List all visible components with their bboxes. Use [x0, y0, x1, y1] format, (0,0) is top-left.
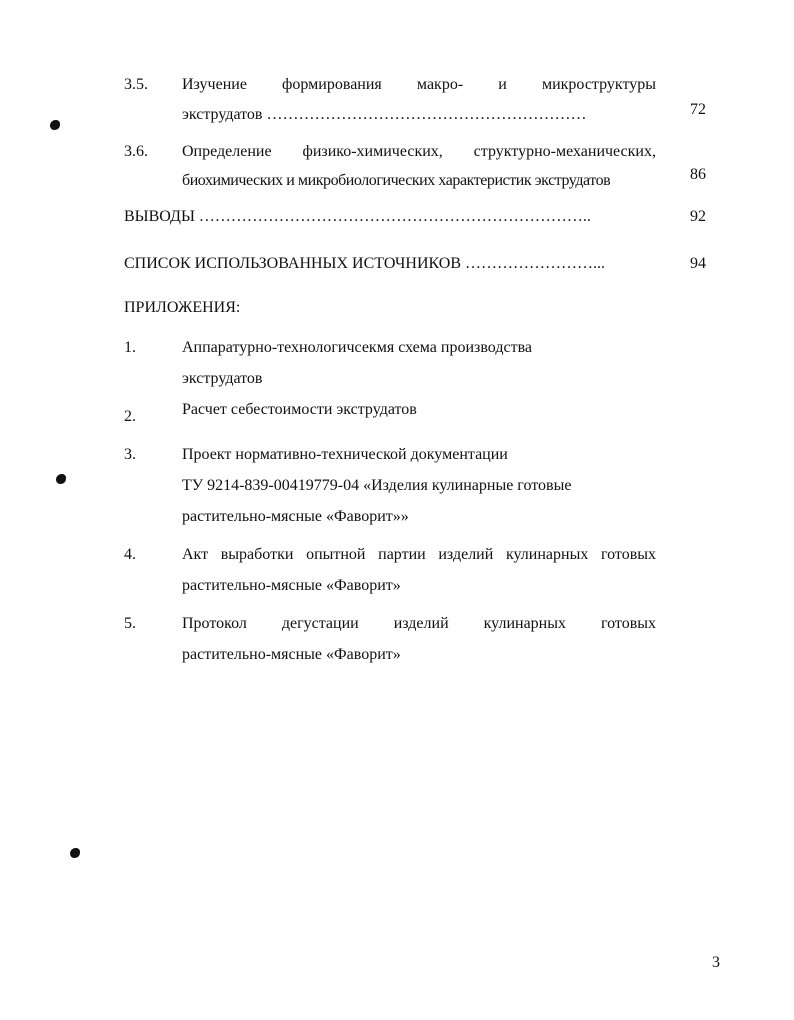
appendix-3-number: 3. — [124, 446, 136, 463]
appendix-5-number: 5. — [124, 615, 136, 632]
appendix-3-line1: Проект нормативно-технической документации — [182, 446, 508, 463]
appendix-1-number: 1. — [124, 339, 136, 356]
toc-item-3-5-number: 3.5. — [124, 76, 148, 93]
appendix-4-line2: растительно-мясные «Фаворит» — [182, 577, 401, 594]
scan-blot-3 — [70, 848, 80, 858]
toc-conclusions-page: 92 — [690, 208, 706, 225]
scan-blot-2 — [56, 474, 66, 484]
toc-item-3-6-page: 86 — [690, 166, 706, 183]
toc-item-3-5-title-line1: Изучение формирования макро- и микроструктуры — [182, 76, 656, 93]
appendix-1-line1: Аппаратурно-технологичсекмя схема производства — [182, 339, 533, 356]
scan-blot-1 — [50, 120, 60, 130]
appendix-2-line1: Расчет себестоимости экструдатов — [182, 401, 417, 418]
appendix-4-number: 4. — [124, 546, 136, 563]
appendix-5-line1: Протокол дегустации изделий кулинарных готовых — [182, 615, 656, 632]
toc-item-3-6-number: 3.6. — [124, 143, 148, 160]
appendices-heading: ПРИЛОЖЕНИЯ: — [124, 299, 241, 316]
toc-item-3-5-page: 72 — [690, 101, 706, 118]
appendix-3-line2: ТУ 9214-839-00419779-04 «Изделия кулинарные готовые — [182, 477, 572, 494]
toc-conclusions: ВЫВОДЫ ……………………………………………………………….. — [124, 208, 591, 225]
appendix-1-line2: экструдатов — [182, 370, 263, 387]
toc-item-3-6-title-line2: биохимических и микробиологических характеристик экструдатов — [182, 172, 611, 189]
toc-item-3-5-title-line2: экструдатов …………………………………………………… — [182, 106, 587, 123]
toc-references-page: 94 — [690, 255, 706, 272]
appendix-5-line2: растительно-мясные «Фаворит» — [182, 646, 401, 663]
appendix-2-number: 2. — [124, 408, 136, 425]
toc-item-3-6-title-line1: Определение физико-химических, структурно-механических, — [182, 143, 656, 160]
page-number: 3 — [712, 954, 720, 971]
appendix-4-line1: Акт выработки опытной партии изделий кулинарных готовых — [182, 546, 656, 563]
toc-references: СПИСОК ИСПОЛЬЗОВАННЫХ ИСТОЧНИКОВ ……………………... — [124, 255, 606, 272]
appendix-3-line3: растительно-мясные «Фаворит»» — [182, 508, 409, 525]
